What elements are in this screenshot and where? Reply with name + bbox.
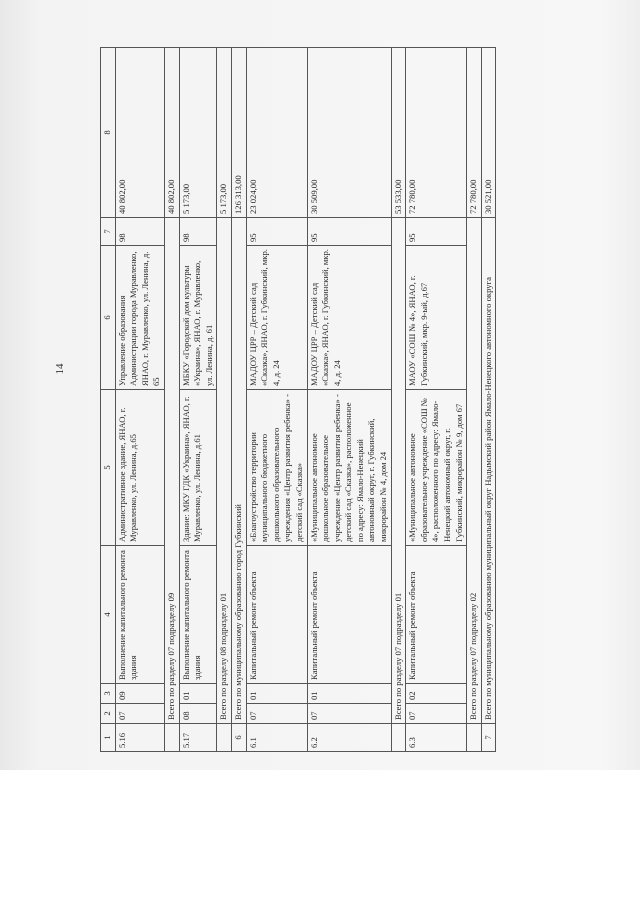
- table-row: [115, 48, 164, 752]
- subtotal-row: [217, 48, 232, 752]
- budget-code: 95: [406, 218, 467, 246]
- subtotal-row: [391, 48, 406, 752]
- row-number: 5.16: [115, 724, 164, 752]
- subtotal-label: Всего по разделу 07 подразделу 01: [391, 218, 406, 724]
- object-name: Административное здание, ЯНАО, г. Муравленко, ул. Ленина, д.65: [115, 390, 164, 546]
- empty-cell: [217, 724, 232, 752]
- header-cell: 2: [101, 704, 116, 724]
- subtotal-row: [467, 48, 482, 752]
- section-code: 07: [307, 704, 391, 724]
- work-type: Выполнение капитального ремонта здания: [179, 546, 217, 684]
- section-code: 07: [406, 704, 467, 724]
- budget-code: 95: [307, 218, 391, 246]
- amount: 72 780,00: [406, 48, 467, 218]
- section-number: 6: [231, 724, 246, 752]
- rotated-table-page: [100, 48, 580, 752]
- section-total-amount: 126 313,00: [231, 48, 246, 218]
- section-total-row: [481, 48, 496, 752]
- header-cell: 4: [101, 546, 116, 684]
- object-name: «Муниципальное автономное дошкольное образовательное учреждение «Центр развития ребенка» - детский сад «Сказка», расположенное по адресу: Ямало-Ненецкий автономный округ, г. Губкинский, микрорайон № 4, дом 24: [307, 390, 391, 546]
- header-cell: 1: [101, 724, 116, 752]
- table-row: [406, 48, 467, 752]
- object-name: «Благоустройство территории муниципального бюджетного дошкольного образовательного учреждения «Центр развития ребенка» - детский сад «Сказка»: [246, 390, 307, 546]
- subtotal-label: Всего по разделу 07 подразделу 02: [467, 218, 482, 724]
- table-row: [179, 48, 217, 752]
- amount: 40 802,00: [115, 48, 164, 218]
- customer-name: МБКУ «Городской дом культуры «Украина», ЯНАО, г. Муравленко, ул. Ленина, д. 61: [179, 246, 217, 390]
- subtotal-label: Всего по разделу 08 подразделу 01: [217, 218, 232, 724]
- budget-code: 95: [246, 218, 307, 246]
- row-number: 6.1: [246, 724, 307, 752]
- customer-name: МАОУ «СОШ № 4», ЯНАО, г. Губкинский, мкр. 9-ый, д.67: [406, 246, 467, 390]
- subtotal-row: [164, 48, 179, 752]
- header-cell: 7: [101, 218, 116, 246]
- subtotal-label: Всего по разделу 07 подразделу 09: [164, 218, 179, 724]
- row-number: 6.2: [307, 724, 391, 752]
- subsection-code: 01: [246, 684, 307, 704]
- page-number: 14: [54, 363, 66, 375]
- object-name: «Муниципальное автономное образовательное учреждение «СОШ № 4», расположенного по адресу: Ямало-Ненецкий автономный округ, г. Губкинский, микрорайон № 9, дом 67: [406, 390, 467, 546]
- work-type: Капитальный ремонт объекта: [406, 546, 467, 684]
- empty-cell: [467, 724, 482, 752]
- amount: 5 173,00: [179, 48, 217, 218]
- row-number: 6.3: [406, 724, 467, 752]
- customer-name: МАДОУ ЦРР – Детский сад «Сказка», ЯНАО, г. Губкинский, мкр. 4, д. 24: [246, 246, 307, 390]
- header-cell: 5: [101, 390, 116, 546]
- subsection-code: 01: [179, 684, 217, 704]
- subsection-code: 01: [307, 684, 391, 704]
- work-type: Выполнение капитального ремонта здания: [115, 546, 164, 684]
- subtotal-amount: 40 802,00: [164, 48, 179, 218]
- capital-repair-table: [100, 47, 496, 752]
- header-cell: 6: [101, 246, 116, 390]
- header-cell: 8: [101, 48, 116, 218]
- budget-code: 98: [179, 218, 217, 246]
- header-row: [101, 48, 116, 752]
- work-type: Капитальный ремонт объекта: [246, 546, 307, 684]
- table-row: [246, 48, 307, 752]
- header-cell: 3: [101, 684, 116, 704]
- budget-code: 98: [115, 218, 164, 246]
- table-row: [307, 48, 391, 752]
- section-code: 07: [246, 704, 307, 724]
- work-type: Капитальный ремонт объекта: [307, 546, 391, 684]
- section-total-row: [231, 48, 246, 752]
- subsection-code: 09: [115, 684, 164, 704]
- section-code: 08: [179, 704, 217, 724]
- subsection-code: 02: [406, 684, 467, 704]
- amount: 23 024,00: [246, 48, 307, 218]
- section-total-amount: 30 521,00: [481, 48, 496, 218]
- customer-name: МАДОУ ЦРР – Детский сад «Сказка», ЯНАО, г. Губкинский, мкр. 4, д. 24: [307, 246, 391, 390]
- object-name: Здание: МКУ ГДК «Украина», ЯНАО, г. Муравленко, ул. Ленина, д.61: [179, 390, 217, 546]
- subtotal-amount: 72 780,00: [467, 48, 482, 218]
- subtotal-amount: 5 173,00: [217, 48, 232, 218]
- amount: 30 509,00: [307, 48, 391, 218]
- section-number: 7: [481, 724, 496, 752]
- customer-name: Управление образования Администрации города Муравленко, ЯНАО, г. Муравленко, ул. Ленина, д. 65: [115, 246, 164, 390]
- section-total-label: Всего по муниципальному образованию город Губкинский: [231, 218, 246, 724]
- empty-cell: [391, 724, 406, 752]
- subtotal-amount: 53 533,00: [391, 48, 406, 218]
- row-number: 5.17: [179, 724, 217, 752]
- empty-cell: [164, 724, 179, 752]
- section-total-label: Всего по муниципальному образованию муниципальный округ Надымский район Ямало-Ненецкого автономного округа: [481, 218, 496, 724]
- section-code: 07: [115, 704, 164, 724]
